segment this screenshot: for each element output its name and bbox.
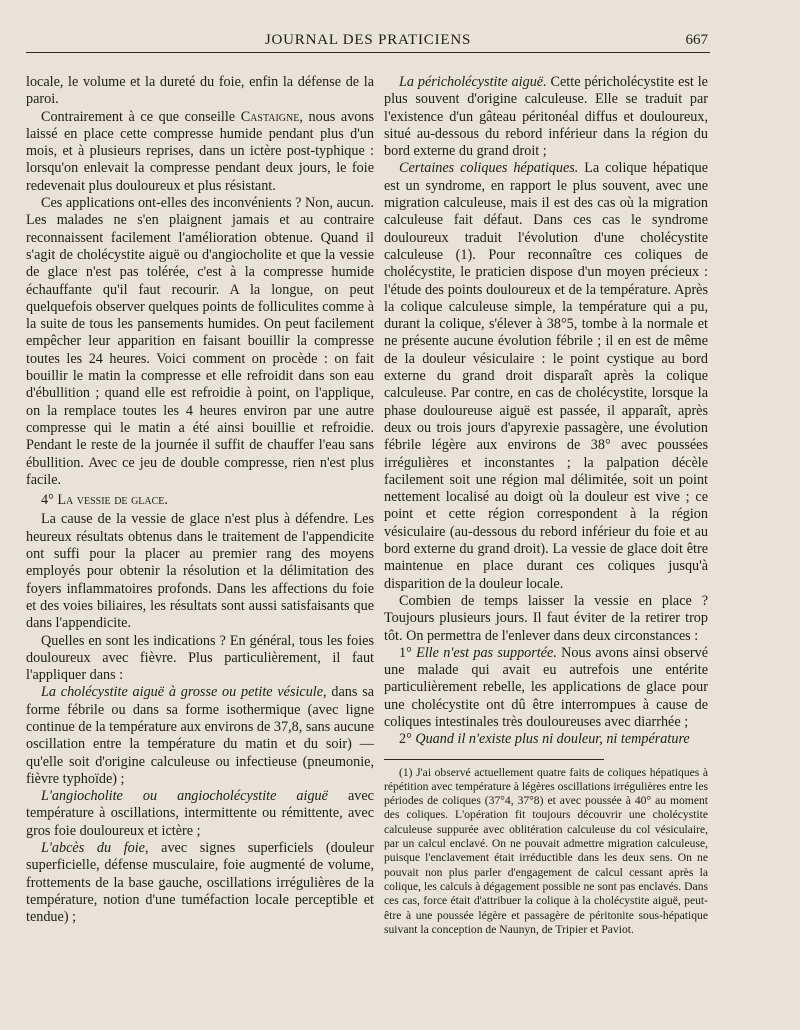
paragraph: Ces applications ont-elles des inconvénients ? Non, aucun. Les malades ne s'en plaignent jamais et au contraire reconnaissent facilement l'amélioration obtenue. Quand il s'agit de cholécystite aiguë ou d'angiocholite et que la vessie de glace n'est pas tolérée, c'est à la compresse humide échauffante qu'il faut recourir. A la longue, on peut quelquefois observer quelques points de folliculites comme à la suite de tous les pansements humides. On peut facilement empêcher leur apparition en faisant bouillir la compresse toutes les 24 heures. Voici comment on procède : on fait bouillir le matin la compresse et elle refroidit dans son eau d'ébullition ; quand elle est refroidie à point, on l'applique, on la remplace toutes les 4 heures environ par une autre compresse qui le matin a été ainsi bouillie et refroidie. Pendant le reste de la journée il suffit de chauffer l'eau sans ébullition. Avec ce jeu de double compresse, rien n'est plus facile. [26, 195, 374, 488]
running-title: JOURNAL DES PRATICIENS [264, 32, 472, 48]
right-column [384, 74, 708, 937]
left-column [26, 74, 374, 927]
paragraph: La cause de la vessie de glace n'est plus à défendre. Les heureux résultats obtenus dans le traitement de l'appendicite ont suffi pour la placer au premier rang des moyens employés pour obtenir la résolution et la délimitation des foyers inflammatoires profonds. Dans les affections du foie et des voies biliaires, les résultats sont aussi satisfaisants que dans l'appendicite. [26, 511, 374, 632]
paragraph: La cholécystite aiguë à grosse ou petite vésicule, dans sa forme fébrile ou dans sa forme isothermique (avec ligne continue de la température aux environs de 37,8, sans aucune oscillation entre la température du matin et du soir) — qu'elle soit d'origine calculeuse ou infectieuse (pneumonie, fièvre typhoïde) ; [26, 684, 375, 787]
section-heading: 4° La vessie de glace. [41, 492, 168, 509]
paragraph: L'angiocholite ou angiocholécystite aiguë avec température à oscillations, intermittente ou rémittente, avec gros foie douloureux et ictère ; [26, 788, 374, 839]
paragraph: locale, le volume et la dureté du foie, enfin la défense de la paroi. [26, 74, 374, 108]
footnote: (1) J'ai observé actuellement quatre faits de coliques hépatiques à répétition avec température à légères oscillations irrégulières entre les périodes de coliques (37°4, 37°8) et avec poussée à 40° au moment des coliques. L'opération fit toujours découvrir une cholécystite calculeuse suppurée avec oblitération calculeuse du col vésiculaire, par un calcul enclavé. On ne pouvait admettre migration calculeuse, puisque l'enclavement était irréductible dans les deux sens. On ne pouvait non plus parler d'engagement de calcul cessant après la colique, les calculs à dégagement possible ne sont pas enclavés. Dans ces cas, force était d'attribuer la colique à la cholécystite aiguë, peut-être à une poussée légère et passagère de péritonite sous-hépatique suivant la conception de Naunyn, de Tripier et Paviot. [384, 765, 708, 936]
footnote-divider [384, 759, 604, 760]
paragraph: Quelles en sont les indications ? En général, tous les foies douloureux avec fièvre. Plus particulièrement, il faut l'appliquer dans : [26, 632, 374, 684]
paragraph: Contrairement à ce que conseille Castaigne, nous avons laissé en place cette compresse humide pendant plus d'un mois, et à plusieurs reprises, dans un ictère post-typhique : lorsqu'on enlevait la compresse pendant deux jours, le foie redevenait plus douloureux et plus résistant. [26, 108, 375, 194]
paragraph: La péricholécystite aiguë. Cette péricholécystite est le plus souvent d'origine calculeuse. Elle se traduit par l'existence d'un gâteau péritonéal diffus et douloureux, situé au-dessous du rebord inférieur dans la région du bord externe du grand droit ; [384, 74, 708, 160]
author-name: Castaigne [240, 108, 300, 125]
paragraph: 1° Elle n'est pas supportée. Nous avons ainsi observé une malade qui avait eu autrefois une entérite particulièrement rebelle, les applications de glace pour une cholécystite ont dû être interrompues à cause de coliques intestinales très douloureuses avec diarrhée ; [384, 644, 708, 730]
paragraph: 2° Quand il n'existe plus ni douleur, ni température [399, 731, 690, 748]
paragraph: Combien de temps laisser la vessie en place ? Toujours plusieurs jours. Il faut éviter de la retirer trop tôt. On permettra de l'enlever dans deux circonstances : [384, 592, 708, 644]
page-header [26, 30, 710, 53]
paragraph: L'abcès du foie, avec signes superficiels (douleur superficielle, défense musculaire, foie augmenté de volume, frottements de la base gauche, oscillations irrégulières de la température, notion d'une tuméfaction locale perceptible et tendue) ; [26, 840, 374, 926]
page-number: 667 [685, 32, 708, 48]
paragraph: Certaines coliques hépatiques. La colique hépatique est un syndrome, en rapport le plus souvent, avec une migration calculeuse, mais il est des cas où la migration calculeuse fait défaut. Dans ces cas le syndrome douloureux traduit l'évolution d'une cholécystite calculeuse (1). Pour reconnaître ces coliques de cholécystite, le praticien dispose d'un moyen précieux : l'étude des points douloureux et de la température. Après la colique calculeuse simple, la température qui a pu, durant la colique, s'élever à 38°5, tombe à la normale et ne présente aucune évolution fébrile ; il en est de même de la douleur vésiculaire : le point cystique au bord externe du grand droit disparaît après la colique calculeuse. Par contre, en cas de cholécystite, lorsque la phase douloureuse aiguë est passée, il apparaît, après deux ou trois jours d'apyrexie passagère, une évolution fébrile légère aux environs de 38° avec poussées irrégulières et inconstantes ; la palpation décèle facilement soit une région mal délimitée, soit un point nettement localisé au doigt où la douleur est vive ; ce point et cette région correspondent à la région vésiculaire (au-dessous du rebord inférieur du foie et au bord externe du grand droit). La vessie de glace doit être maintenue en place durant ces coliques jusqu'à disparition de la douleur locale. [384, 160, 708, 592]
